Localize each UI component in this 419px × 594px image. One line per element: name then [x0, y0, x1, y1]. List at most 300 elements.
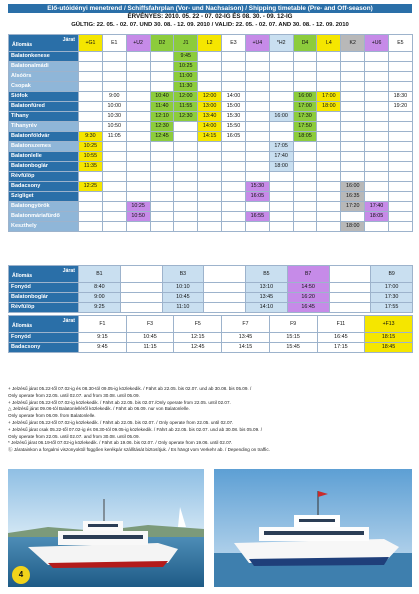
- departure-time: 18:15: [365, 333, 413, 343]
- departure-time: [341, 162, 365, 172]
- departure-time: [365, 102, 389, 112]
- departure-time: [222, 152, 246, 162]
- validity-de-en: GÜLTIG: 22. 05. - 02. 07. UND 30. 08. - 12. 09. 2010 / VALID: 22. 05. - 02. 07. AND 30. 08. - 12. 09. 2010: [71, 22, 349, 28]
- service-column-header: J1: [174, 35, 198, 52]
- departure-time: 12:45: [150, 132, 174, 142]
- departure-time: [79, 102, 103, 112]
- departure-time: 10:10: [162, 283, 204, 293]
- station-name: Balatonszemes: [9, 142, 79, 152]
- departure-time: [341, 112, 365, 122]
- departure-time: [269, 172, 293, 182]
- departure-time: [150, 52, 174, 62]
- departure-time: [150, 202, 174, 212]
- departure-time: [365, 182, 389, 192]
- departure-time: [245, 82, 269, 92]
- service-column-header: F7: [222, 316, 270, 333]
- table-row: [9, 212, 413, 222]
- departure-time: 18:05: [365, 212, 389, 222]
- table-row: [9, 82, 413, 92]
- footnote-line: + Jelzésű járat 05.22-től 07.02-ig közlekedik. / Fährt ab 22.05. bis 02.07./Only operate from 22.05. until 02.07.: [8, 399, 231, 405]
- departure-time: [198, 172, 222, 182]
- departure-time: [245, 142, 269, 152]
- jarat-label: Járat: [62, 268, 75, 274]
- departure-time: [388, 72, 412, 82]
- departure-time: [120, 283, 162, 293]
- station-name: Badacsony: [9, 182, 79, 192]
- departure-time: [126, 112, 150, 122]
- departure-time: 18:45: [365, 343, 413, 353]
- departure-time: [341, 172, 365, 182]
- departure-time: [198, 202, 222, 212]
- column-header-corner: [9, 316, 79, 333]
- station-name: Révfülöp: [9, 303, 79, 313]
- departure-time: [126, 62, 150, 72]
- station-name: Fonyód: [9, 283, 79, 293]
- departure-time: [102, 62, 126, 72]
- departure-time: 8:40: [79, 283, 121, 293]
- departure-time: 11:10: [162, 303, 204, 313]
- departure-time: [204, 293, 246, 303]
- footnote-line: + Jelzésű járat 05.22-től 07.02-ig közlekedik. / Fährt ab 22.05. bis 02.07. / Only operate from 22.05. until 02.07.: [8, 419, 234, 425]
- footnote-line: ⓑ Járatainkon a forgalmi viszonyoktól függően kerékpár szállítását biztosítjuk. / Es hängt vom Verkehr ab. / Depending on traffic.: [8, 447, 270, 453]
- departure-time: [174, 192, 198, 202]
- departure-time: 9:15: [79, 333, 127, 343]
- departure-time: [329, 303, 371, 313]
- departure-time: [388, 172, 412, 182]
- departure-time: [365, 162, 389, 172]
- departure-time: 17:30: [371, 293, 413, 303]
- footnote-line: + Jelzésű járat 05.22-től 07.02-ig és 08.30-tól 09.05-ig közlekedik. / Fährt ab 22.05. bis 02.07. und ab 30.08. bis 05.09. /: [8, 386, 252, 391]
- departure-time: [365, 132, 389, 142]
- departure-time: 10:30: [102, 112, 126, 122]
- departure-time: [174, 142, 198, 152]
- departure-time: [317, 72, 341, 82]
- service-column-header: B3: [162, 266, 204, 283]
- service-column-header: L2: [198, 35, 222, 52]
- departure-time: [341, 92, 365, 102]
- departure-time: [126, 52, 150, 62]
- departure-time: 17:40: [269, 152, 293, 162]
- service-column-header: *H2: [269, 35, 293, 52]
- departure-time: [317, 182, 341, 192]
- departure-time: [174, 212, 198, 222]
- service-column-header: F9: [269, 316, 317, 333]
- departure-time: [126, 122, 150, 132]
- departure-time: [198, 72, 222, 82]
- departure-time: [245, 152, 269, 162]
- ship-photo-right: [214, 469, 412, 587]
- departure-time: 10:45: [126, 333, 174, 343]
- departure-time: [222, 172, 246, 182]
- departure-time: [365, 72, 389, 82]
- departure-time: [150, 62, 174, 72]
- departure-time: [245, 52, 269, 62]
- departure-time: [198, 152, 222, 162]
- station-name: Balatonkenese: [9, 52, 79, 62]
- service-column-header: [120, 266, 162, 283]
- departure-time: [317, 212, 341, 222]
- departure-time: 17:40: [365, 202, 389, 212]
- departure-time: [79, 112, 103, 122]
- departure-time: [198, 162, 222, 172]
- departure-time: 12:00: [198, 92, 222, 102]
- departure-time: 16:00: [341, 182, 365, 192]
- departure-time: [269, 82, 293, 92]
- departure-time: [365, 62, 389, 72]
- footnote-line: Only operate from 06.09. from Balatonlelle.: [8, 413, 96, 419]
- allomas-label: Állomás: [12, 273, 33, 279]
- departure-time: 15:30: [222, 112, 246, 122]
- departure-time: 18:05: [293, 132, 317, 142]
- departure-time: 12:10: [150, 112, 174, 122]
- departure-time: [245, 72, 269, 82]
- service-column-header: B5: [246, 266, 288, 283]
- departure-time: [79, 82, 103, 92]
- departure-time: 10:50: [102, 122, 126, 132]
- allomas-label: Állomás: [12, 323, 33, 329]
- departure-time: [126, 142, 150, 152]
- jarat-label: Járat: [62, 37, 75, 43]
- departure-time: 11:55: [174, 102, 198, 112]
- departure-time: [174, 172, 198, 182]
- station-name: Balatonfüred: [9, 102, 79, 112]
- service-column-header: +U6: [365, 35, 389, 52]
- departure-time: [245, 92, 269, 102]
- departure-time: [365, 52, 389, 62]
- service-column-header: E3: [222, 35, 246, 52]
- departure-time: [174, 182, 198, 192]
- service-column-header: F5: [174, 316, 222, 333]
- departure-time: 12:45: [174, 343, 222, 353]
- departure-time: [293, 82, 317, 92]
- main-timetable: [8, 34, 413, 232]
- departure-time: [293, 172, 317, 182]
- departure-time: [388, 142, 412, 152]
- departure-time: [126, 162, 150, 172]
- table-row: [9, 293, 413, 303]
- service-column-header: E1: [102, 35, 126, 52]
- station-name: Csopak: [9, 82, 79, 92]
- departure-time: [126, 72, 150, 82]
- departure-time: [79, 172, 103, 182]
- departure-time: [388, 152, 412, 162]
- departure-time: [245, 102, 269, 112]
- header-row: [9, 316, 413, 333]
- departure-time: [222, 62, 246, 72]
- departure-time: [293, 142, 317, 152]
- departure-time: 17:30: [293, 112, 317, 122]
- departure-time: [79, 222, 103, 232]
- validity-hu: ÉRVÉNYES: 2010. 05. 22 - 07. 02-IG ÉS 08. 30. - 09. 12-IG: [127, 13, 293, 20]
- service-column-header: F11: [317, 316, 365, 333]
- departure-time: [269, 92, 293, 102]
- departure-time: [245, 172, 269, 182]
- service-column-header: L4: [317, 35, 341, 52]
- service-column-header: +G1: [79, 35, 103, 52]
- departure-time: 17:00: [317, 92, 341, 102]
- departure-time: 16:05: [245, 192, 269, 202]
- departure-time: [269, 182, 293, 192]
- departure-time: [198, 182, 222, 192]
- departure-time: [150, 172, 174, 182]
- departure-time: [198, 192, 222, 202]
- departure-time: [126, 92, 150, 102]
- departure-time: [269, 222, 293, 232]
- departure-time: [245, 122, 269, 132]
- station-name: Keszthely: [9, 222, 79, 232]
- departure-time: [365, 152, 389, 162]
- fonyod-revfulop-timetable: [8, 265, 413, 313]
- departure-time: [245, 202, 269, 212]
- departure-time: 16:35: [341, 192, 365, 202]
- departure-time: [341, 82, 365, 92]
- departure-time: 10:25: [126, 202, 150, 212]
- departure-time: [388, 62, 412, 72]
- station-name: Révfülöp: [9, 172, 79, 182]
- departure-time: [102, 202, 126, 212]
- departure-time: [150, 152, 174, 162]
- departure-time: 13:00: [198, 102, 222, 112]
- departure-time: [269, 102, 293, 112]
- departure-time: [293, 62, 317, 72]
- departure-time: [317, 202, 341, 212]
- departure-time: [222, 202, 246, 212]
- departure-time: [222, 222, 246, 232]
- departure-time: 10:25: [79, 142, 103, 152]
- departure-time: [329, 283, 371, 293]
- departure-time: 15:30: [245, 182, 269, 192]
- table-row: [9, 142, 413, 152]
- departure-time: [269, 62, 293, 72]
- footnotes: [8, 386, 412, 454]
- departure-time: [341, 102, 365, 112]
- departure-time: [150, 222, 174, 232]
- departure-time: [102, 152, 126, 162]
- departure-time: [317, 192, 341, 202]
- departure-time: [204, 303, 246, 313]
- departure-time: [317, 62, 341, 72]
- departure-time: [329, 293, 371, 303]
- footnote-line: △ Jelzésű járat 09.06-tól Balatonlelléről közlekedik. / Fährt ab 06.09. nur von Balatonlelle.: [8, 406, 190, 412]
- station-name: Balatonboglár: [9, 162, 79, 172]
- departure-time: 13:45: [222, 333, 270, 343]
- departure-time: [222, 192, 246, 202]
- departure-time: 11:30: [174, 82, 198, 92]
- table-row: [9, 162, 413, 172]
- departure-time: [102, 172, 126, 182]
- station-name: Balatongyörök: [9, 202, 79, 212]
- station-name: Balatonalmádi: [9, 62, 79, 72]
- departure-time: 18:00: [317, 102, 341, 112]
- table-row: [9, 303, 413, 313]
- departure-time: [365, 142, 389, 152]
- departure-time: 15:45: [269, 343, 317, 353]
- header-row: [9, 266, 413, 283]
- departure-time: [79, 122, 103, 132]
- departure-time: 17:15: [317, 343, 365, 353]
- departure-time: [388, 182, 412, 192]
- allomas-label: Állomás: [12, 42, 33, 48]
- departure-time: [150, 162, 174, 172]
- service-column-header: D2: [150, 35, 174, 52]
- departure-time: [317, 162, 341, 172]
- departure-time: 10:45: [162, 293, 204, 303]
- departure-time: 17:55: [371, 303, 413, 313]
- departure-time: [293, 222, 317, 232]
- departure-time: [102, 162, 126, 172]
- departure-time: 11:00: [174, 72, 198, 82]
- departure-time: [388, 222, 412, 232]
- departure-time: [198, 82, 222, 92]
- table-row: [9, 172, 413, 182]
- departure-time: [365, 92, 389, 102]
- departure-time: 9:45: [174, 52, 198, 62]
- departure-time: 12:30: [150, 122, 174, 132]
- station-name: Alsóörs: [9, 72, 79, 82]
- departure-time: 13:40: [198, 112, 222, 122]
- departure-time: 12:15: [174, 333, 222, 343]
- departure-time: [269, 202, 293, 212]
- departure-time: 14:15: [222, 343, 270, 353]
- table-row: [9, 112, 413, 122]
- service-column-header: B1: [79, 266, 121, 283]
- departure-time: 10:50: [126, 212, 150, 222]
- departure-time: [293, 212, 317, 222]
- departure-time: [341, 142, 365, 152]
- service-column-header: F1: [79, 316, 127, 333]
- departure-time: [102, 222, 126, 232]
- table-row: [9, 343, 413, 353]
- table-row: [9, 222, 413, 232]
- station-name: Siófok: [9, 92, 79, 102]
- departure-time: [365, 122, 389, 132]
- station-name: Balatonföldvár: [9, 132, 79, 142]
- departure-time: [245, 112, 269, 122]
- departure-time: [120, 293, 162, 303]
- departure-time: 18:00: [269, 162, 293, 172]
- table-row: [9, 202, 413, 212]
- column-header-corner: [9, 35, 79, 52]
- departure-time: [293, 192, 317, 202]
- departure-time: 14:00: [222, 92, 246, 102]
- departure-time: [317, 122, 341, 132]
- footnote-line: + Jelzésű járat csak 05.22-től 07.02-ig és 08.30-tól 09.05-ig közlekedik. / Fährt ab 22.05. bis 02.07. und ab 30.08. bis 05.09. /: [8, 426, 262, 432]
- departure-time: [102, 72, 126, 82]
- departure-time: 9:00: [79, 293, 121, 303]
- departure-time: [79, 62, 103, 72]
- service-column-header: F3: [126, 316, 174, 333]
- departure-time: [388, 82, 412, 92]
- footnote-line: Only operate from 22.05. until 02.07. and from 30.08. until 05.09.: [8, 433, 140, 439]
- departure-time: 16:45: [317, 333, 365, 343]
- departure-time: 9:25: [79, 303, 121, 313]
- departure-time: [222, 162, 246, 172]
- departure-time: [79, 192, 103, 202]
- departure-time: [150, 142, 174, 152]
- departure-time: [245, 222, 269, 232]
- departure-time: 16:00: [269, 112, 293, 122]
- service-column-header: +U4: [245, 35, 269, 52]
- service-column-header: D4: [293, 35, 317, 52]
- ship-photo-left: [8, 469, 204, 587]
- departure-time: 16:55: [245, 212, 269, 222]
- departure-time: [198, 62, 222, 72]
- departure-time: [198, 142, 222, 152]
- service-column-header: +U2: [126, 35, 150, 52]
- departure-time: [174, 162, 198, 172]
- departure-time: [198, 212, 222, 222]
- departure-time: [317, 142, 341, 152]
- departure-time: [102, 52, 126, 62]
- departure-time: 9:45: [79, 343, 127, 353]
- departure-time: [388, 132, 412, 142]
- departure-time: [317, 112, 341, 122]
- departure-time: [102, 212, 126, 222]
- table-row: [9, 72, 413, 82]
- departure-time: [269, 72, 293, 82]
- departure-time: [388, 212, 412, 222]
- station-name: Balatonlelle: [9, 152, 79, 162]
- departure-time: 16:05: [222, 132, 246, 142]
- departure-time: [222, 52, 246, 62]
- departure-time: 18:00: [341, 222, 365, 232]
- departure-time: 10:40: [150, 92, 174, 102]
- departure-time: [269, 132, 293, 142]
- service-column-header: [329, 266, 371, 283]
- departure-time: [269, 122, 293, 132]
- departure-time: 12:30: [174, 112, 198, 122]
- timetable-title: Elő-utóidényi menetrend / Schiffsfahrplan (Vor- und Nachsaison) / Shipping timetable (Pre- and Off-season): [8, 4, 412, 13]
- departure-time: [317, 52, 341, 62]
- departure-time: 10:00: [102, 102, 126, 112]
- departure-time: 13:10: [246, 283, 288, 293]
- departure-time: [79, 52, 103, 62]
- departure-time: 17:00: [371, 283, 413, 293]
- departure-time: [269, 192, 293, 202]
- departure-time: [341, 132, 365, 142]
- departure-time: [222, 182, 246, 192]
- departure-time: [341, 212, 365, 222]
- column-header-corner: [9, 266, 79, 283]
- departure-time: 17:00: [293, 102, 317, 112]
- service-column-header: E5: [388, 35, 412, 52]
- departure-time: 16:00: [293, 92, 317, 102]
- table-row: [9, 192, 413, 202]
- header-row: [9, 35, 413, 52]
- departure-time: 15:00: [222, 102, 246, 112]
- departure-time: [120, 303, 162, 313]
- departure-time: [174, 222, 198, 232]
- departure-time: [341, 62, 365, 72]
- departure-time: [388, 202, 412, 212]
- table-row: [9, 62, 413, 72]
- station-name: Tihany: [9, 112, 79, 122]
- departure-time: [150, 192, 174, 202]
- departure-time: [126, 192, 150, 202]
- departure-time: 16:20: [287, 293, 329, 303]
- departure-time: 19:20: [388, 102, 412, 112]
- departure-time: 12:25: [79, 182, 103, 192]
- departure-time: 14:10: [246, 303, 288, 313]
- departure-time: [174, 122, 198, 132]
- departure-time: [150, 82, 174, 92]
- departure-time: 17:50: [293, 122, 317, 132]
- departure-time: 16:45: [287, 303, 329, 313]
- departure-time: [79, 202, 103, 212]
- departure-time: 13:45: [246, 293, 288, 303]
- departure-time: [269, 212, 293, 222]
- departure-time: [222, 72, 246, 82]
